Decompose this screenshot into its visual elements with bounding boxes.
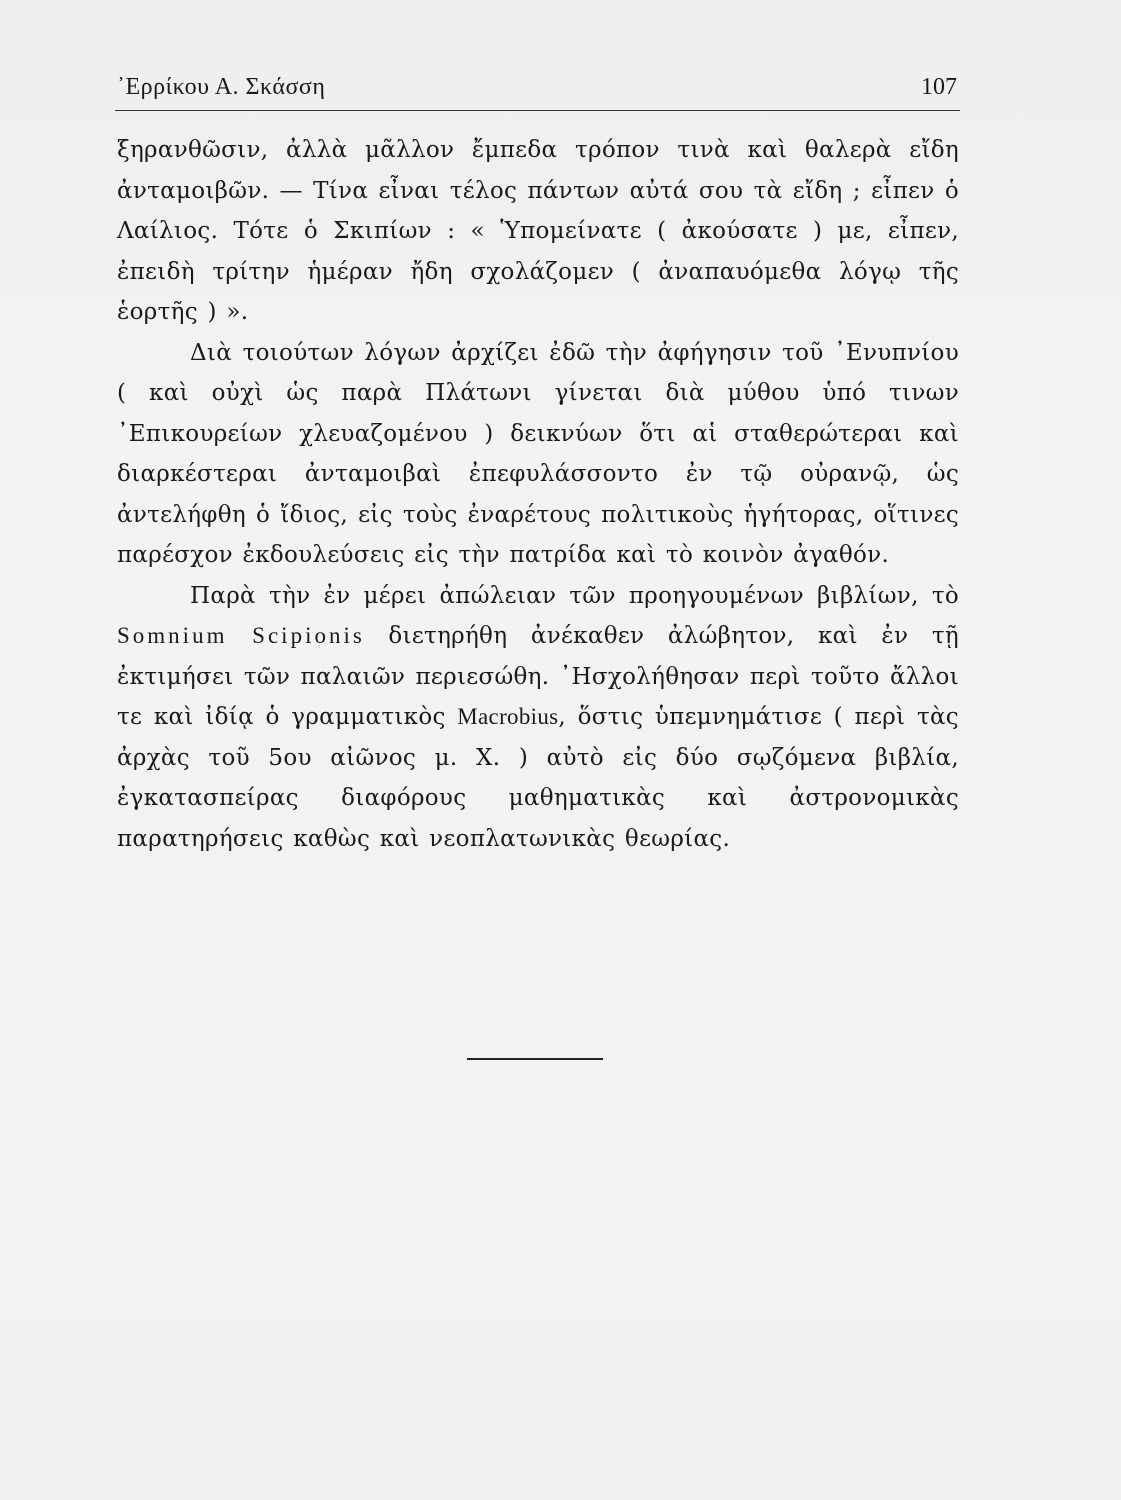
- paragraph-3-text-middle: διετηρήθη ἀνέκαθεν ἀλώβητον, καὶ ἐν τῇ ἐκτιμήσει τῶν παλαιῶν περιεσώθη. ᾿Ησχολήθησαν περὶ τοῦτο ἄλλοι τε καὶ ἰδίᾳ ὁ γραμματικὸς: [117, 623, 959, 730]
- paragraph-3: [117, 576, 959, 860]
- somnium-scipionis-title: Somnium Scipionis: [117, 623, 365, 648]
- paragraph-3-text-before: Παρὰ τὴν ἐν μέρει ἀπώλειαν τῶν προηγουμένων βιβλίων, τὸ: [190, 582, 959, 609]
- body-text: [117, 130, 959, 859]
- paragraph-1: ξηρανθῶσιν, ἀλλὰ μᾶλλον ἔμπεδα τρόπον τινὰ καὶ θαλερὰ εἴδη ἀνταμοιβῶν. — Τίνα εἶναι τέλος πάντων αὐτά σου τὰ εἴδη ; εἶπεν ὁ Λαίλιος. Τότε ὁ Σκιπίων : « Ὑπομείνατε ( ἀκούσατε ) με, εἶπεν, ἐπειδὴ τρίτην ἡμέραν ἤδη σχολάζομεν ( ἀναπαυόμεθα λόγῳ τῆς ἑορτῆς ) ».: [117, 137, 959, 325]
- page-header: [117, 70, 959, 110]
- macrobius-name: Macrobius: [457, 704, 559, 729]
- section-end-rule: [467, 1058, 603, 1060]
- header-rule: [115, 110, 960, 111]
- paragraph-2: Διὰ τοιούτων λόγων ἀρχίζει ἐδῶ τὴν ἀφήγησιν τοῦ ᾿Ενυπνίου ( καὶ οὐχὶ ὡς παρὰ Πλάτωνι γίνεται διὰ μύθου ὑπό τινων ᾿Επικουρείων χλευαζομένου ) δεικνύων ὅτι αἱ σταθερώτεραι καὶ διαρκέστεραι ἀνταμοιβαὶ ἐπεφυλάσσοντο ἐν τῷ οὐρανῷ, ὡς ἀντελήφθη ὁ ἴδιος, εἰς τοὺς ἐναρέτους πολιτικοὺς ἡγήτορας, οἵτινες παρέσχον ἐκδουλεύσεις εἰς τὴν πατρίδα καὶ τὸ κοινὸν ἀγαθόν.: [117, 339, 959, 568]
- paragraph-3-text-after: , ὅστις ὑπεμνημάτισε ( περὶ τὰς ἀρχὰς τοῦ 5ου αἰῶνος μ. Χ. ) αὐτὸ εἰς δύο σῳζόμενα βιβλία, ἐγκατασπείρας διαφόρους μαθηματικὰς καὶ ἀστρονομικὰς παρατηρήσεις καθὼς καὶ νεοπλατωνικὰς θεωρίας.: [117, 704, 959, 852]
- page-number: 107: [921, 74, 957, 100]
- running-head: ᾿Ερρίκου Α. Σκάσση: [117, 74, 326, 100]
